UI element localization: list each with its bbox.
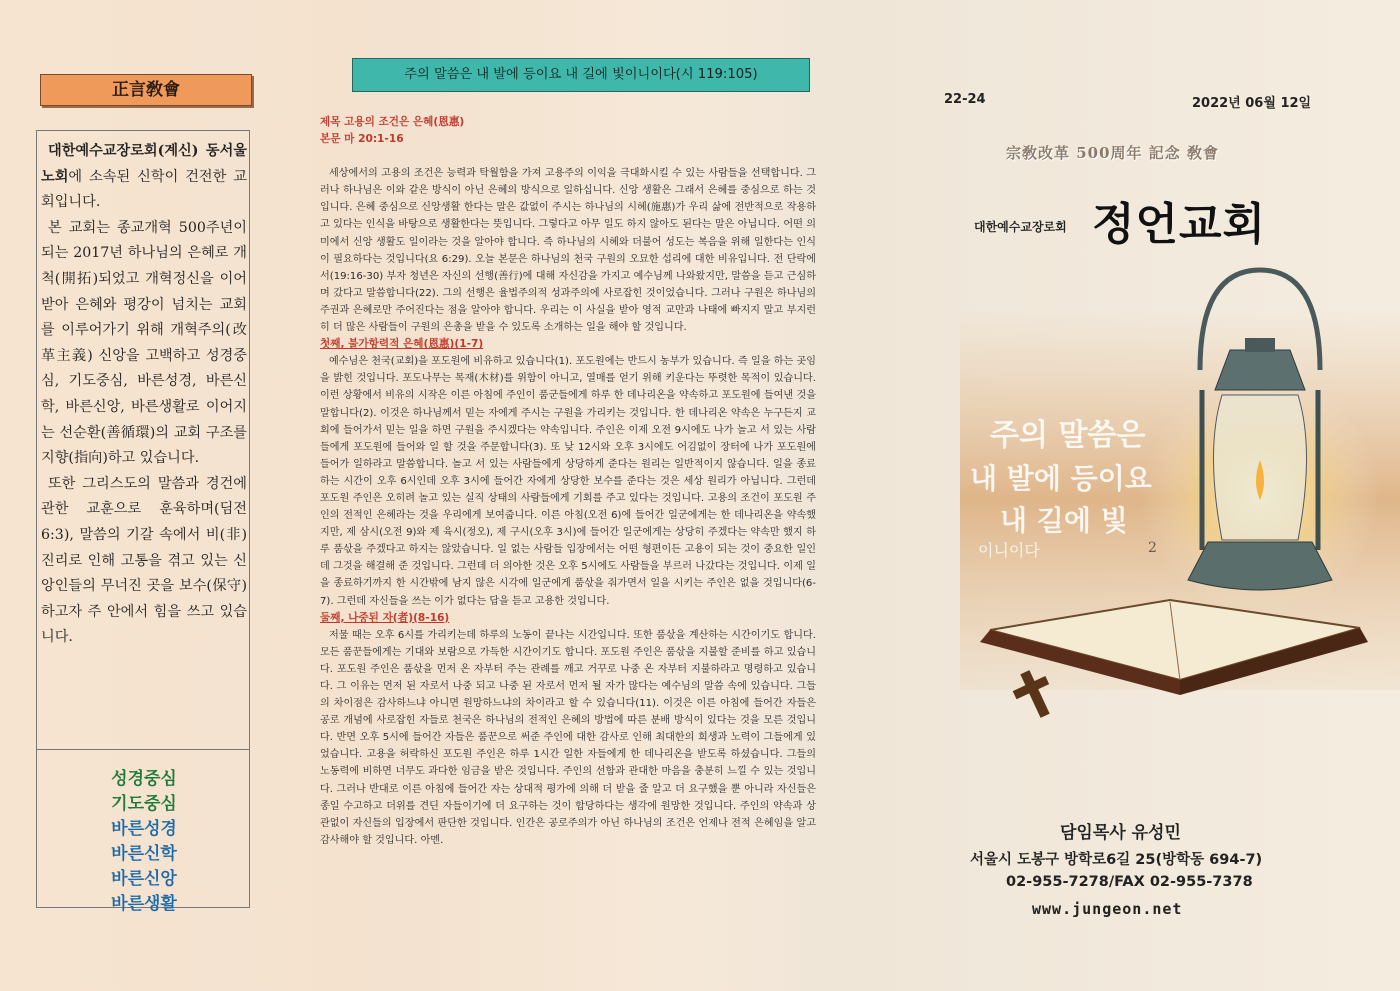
intro-p1-rest: 에 소속된 신학이 건전한 교회입니다. — [41, 168, 247, 211]
art-page-number: 2 — [1148, 540, 1157, 556]
denomination-label: 대한예수교장로회 — [974, 220, 1067, 234]
pastor-name: 담임목사 유성민 — [1060, 823, 1181, 843]
sermon-passage: 본문 마 20:1-16 — [320, 133, 404, 146]
intro-p3: 또한 그리스도의 말씀과 경건에 관한 교훈으로 훈육하며(딤전 6:3), 말씀의 기갈 속에서 비(非) 진리로 인해 고통을 겪고 있는 신앙인들의 무너진 곳을 보수(保守)하고자 주 안에서 힘을 쓰고 있습니다. — [41, 475, 248, 646]
sermon-title: 제목 고용의 조건은 은혜(恩惠) — [320, 116, 465, 128]
motto-5: 바른생활 — [111, 894, 177, 914]
motto-0: 성경중심 — [111, 769, 177, 789]
intro-box — [36, 130, 250, 750]
lantern-top — [1245, 338, 1275, 352]
intro-paragraph-1 — [41, 139, 247, 216]
lantern-base — [1188, 542, 1332, 590]
art-verse-line-2: 내 길에 빛 — [1000, 504, 1128, 537]
motto-1: 기도중심 — [111, 794, 177, 814]
section-1-title: 첫째, 불가항력적 은혜(恩惠)(1-7) — [320, 338, 484, 351]
art-verse-line-0: 주의 말씀은 — [990, 418, 1146, 453]
phone-fax: 02-955-7278/FAX 02-955-7378 — [1006, 874, 1253, 890]
intro-paragraph-2 — [41, 216, 247, 472]
website-link[interactable]: www.jungeon.net — [1032, 900, 1183, 918]
motto-box — [36, 750, 250, 914]
sermon — [320, 114, 816, 849]
section-2-title: 둘째, 나중된 자(者)(8-16) — [320, 611, 450, 624]
anniversary-caption: 宗敎改革 500周年 記念 敎會 — [1006, 144, 1219, 162]
lantern-bible-illustration — [960, 250, 1400, 770]
lantern-cap — [1215, 350, 1305, 390]
left-panel — [36, 72, 254, 914]
section-1-text: 예수님은 천국(교회)을 포도원에 비유하고 있습니다(1). 포도원에는 반드시 농부가 있습니다. 즉 일을 하는 곳임을 밝힌 것입니다. 포도나무는 목재(木材)를 위함이 아니고, 열매를 얻기 위해 키운다는 뚜렷한 목적이 있습니다. 이런 상황에서 비유의 시작은 이른 아침에 주인이 품군들에게 하루 한 데나리온을 약속하고 포도원에 들여낸 것을 말합니다(2). 이것은 하나님께서 믿는 자에게 주시는 구원을 가리키는 것입니다. 한 데나리온 약속은 누구든지 교회에 들어가서 믿는 일을 하면 구원을 주시겠다는 약속입니다. 주인은 이제 오전 9시에도 나가 놀고 서 있는 사람들에게 포도원에 들어와 일 할 것을 주문합니다(3). 또 낮 12시와 오후 3시에도 어김없이 장터에 나가 포도원에 들어가 일하라고 말씀합니다. 놀고 서 있는 사람들에게 상당하게 준다는 원리는 일반적이지 않습니다. 일을 종료하는 시간이 오후 6시인데 오후 3시에 들어간 자에게 상당한 보수를 준다는 것은 세상 원리가 아닙니다. 그런데 포도원 주인은 오히려 놀고 있는 실직 상태의 사람들에게 기회를 주고 있다는 것입니다. 고용의 조건이 포도원 주인의 전적인 은혜라는 것을 우리에게 보여줍니다. 이른 아침(오전 6)에 들어간 일군에게는 한 데나리온을 약속했지만, 제 삼시(오전 9)와 제 육시(정오), 제 구시(오후 3시)에 들어간 일군에게는 상당히 주겠다는 약속만 했지 하루 품삯을 주겠다고 하지는 않았습니다. 일 없는 사람들 입장에서는 어떤 형편이든 고용이 되는 것이 중요한 일인데 그것을 해결해 준 것입니다. 그런데 더 의아한 것은 오후 5시에도 사람들을 부르러 나갔다는 것입니다. 이제 일을 종료하기까지 한 시간밖에 남지 않은 시각에 일군에게 품삯을 줘가면서 일을 시키는 주인은 없을 것입니다(6-7). 그런데 자신들을 쓰는 이가 없다는 답을 듣고 고용한 것입니다. — [320, 356, 816, 607]
motto-3: 바른신학 — [111, 844, 177, 864]
intro-paragraph-3 — [41, 472, 247, 651]
motto-4: 바른신앙 — [111, 869, 177, 889]
issue-date: 2022년 06월 12일 — [1192, 96, 1312, 111]
motto-2: 바른성경 — [111, 819, 177, 839]
art-verse-line-3: 이니이다 — [978, 541, 1040, 560]
art-verse-line-1: 내 발에 등이요 — [970, 462, 1152, 495]
intro-text — [41, 139, 247, 651]
issue-number: 22-24 — [944, 92, 986, 107]
church-name-hanja: 正言敎會 — [40, 74, 252, 106]
verse-banner: 주의 말씀은 내 발에 등이요 내 길에 빛이니이다(시 119:105) — [352, 58, 810, 92]
cover-panel — [830, 0, 1400, 991]
church-name-title: 정언교회 — [1092, 199, 1267, 250]
intro-p2: 본 교회는 종교개혁 500주년이 되는 2017년 하나님의 은혜로 개척(開拓)되었고 개혁정신을 이어받아 은혜와 평강이 넘치는 교회를 이루어가기 위해 개혁주의(改革主義) 신앙을 고백하고 성경중심, 기도중심, 바른성경, 바른신학, 바른신앙, 바른생활로 이어지는 선순환(善循環)의 교회 구조를 지향(指向)하고 있습니다. — [41, 219, 247, 467]
intro-denomination: 대한예수교장로회(계신) 동서울 노회 — [41, 143, 247, 185]
sermon-intro: 세상에서의 고용의 조건은 능력과 탁월함을 가져 고용주의 이익을 극대화시킬 수 있는 사람들을 선택합니다. 그러나 하나님은 이와 같은 방식이 아닌 은혜의 방식으로 일하십니다. 신앙 생활은 그래서 은혜를 중심으로 하는 것입니다. 은혜 중심으로 신앙생활 한다는 말은 값없이 주시는 하나님의 시혜(施惠)가 우리 삶에 전반적으로 작용하고 있다는 인식을 바탕으로 생활한다는 뜻입니다. 그렇다고 아무 일도 하지 않아도 된다는 말은 아닙니다. 어떤 의미에서 신앙 생활도 일이라는 것을 알아야 합니다. 즉 하나님의 시혜와 더불어 성도는 복음을 위해 일한다는 인식이 필요하다는 것입니다(요 6:29). 오늘 본문은 하나님의 천국 구원의 오묘한 섭리에 대한 비유입니다. 전 단락에서(19:16-30) 부자 청년은 자신의 선행(善行)에 대해 자신감을 가지고 예수님께 나와왔지만, 말씀을 듣고 근심하며 갔다고 말씀합니다(22). 그의 선행은 율법주의적 성과주의에 사로잡힌 것이었습니다. 그러나 구원은 하나님의 주권과 은혜로만 주어진다는 점을 알아야 합니다. 우리는 이 사실을 받아 영적 교만과 나태에 빠지지 말고 부지런히 더 많은 사람들이 구원의 은총을 받을 수 있도록 소개하는 일을 해야 할 것입니다. — [320, 168, 816, 334]
church-address: 서울시 도봉구 방학로6길 25(방학동 694-7) — [970, 852, 1263, 868]
section-2-text: 저물 때는 오후 6시를 가리키는데 하루의 노동이 끝나는 시간입니다. 또한 품삯을 계산하는 시간이기도 합니다. 모든 품꾼들에게는 기대와 보람으로 가득한 시간이기도 합니다. 포도원 주인은 품삯을 지불할 준비를 하고 있습니다. 포도원 주인은 품삯을 먼저 온 자부터 주는 관례를 깨고 거꾸로 나중 온 자부터 지불하라고 명령하고 있습니다. 그 이유는 먼저 된 자로서 나중 되고 나중 된 자로서 먼저 될 자가 많다는 예수님의 말씀 속에 있습니다. 그들의 차이점은 감사하느냐 아니면 원망하느냐의 차이라고 할 수 있습니다(11). 이것은 이른 아침에 들어간 자들은 공로 개념에 사로잡힌 자들로 천국은 하나님의 전적인 은혜의 방법에 따른 분배 방식이 있다는 것을 모른 것입니다. 반면 오후 5시에 들어간 자들은 품꾼으로 써준 주인에 대한 감사로 인해 최대한의 희생과 노력이 그들에게 있었습니다. 고용을 허락하신 포도원 주인은 하루 1시간 일한 자들에게 한 데나리온을 받도록 하셨습니다. 그들의 노동력에 비하면 너무도 과다한 임금을 받은 것입니다. 주인의 선함과 관대한 마음을 충분히 느낄 수 있는 것입니다. 그러나 반대로 이른 아침에 들어간 자는 상대적 평가에 의해 더 받을 줄 알고 더 요구했을 뿐 아니라 자신들은 종일 수고하고 더위를 견딘 자들이기에 더 요구하는 것이 합당하다는 생각에 원망한 것입니다. 주인의 약속과 상관없이 자신들의 입장에서 판단한 것입니다. 인간은 공로주의가 아닌 하나님의 조건은 언제나 전적 은혜임을 알고 감사해야 할 것입니다. 아멘. — [320, 629, 816, 846]
